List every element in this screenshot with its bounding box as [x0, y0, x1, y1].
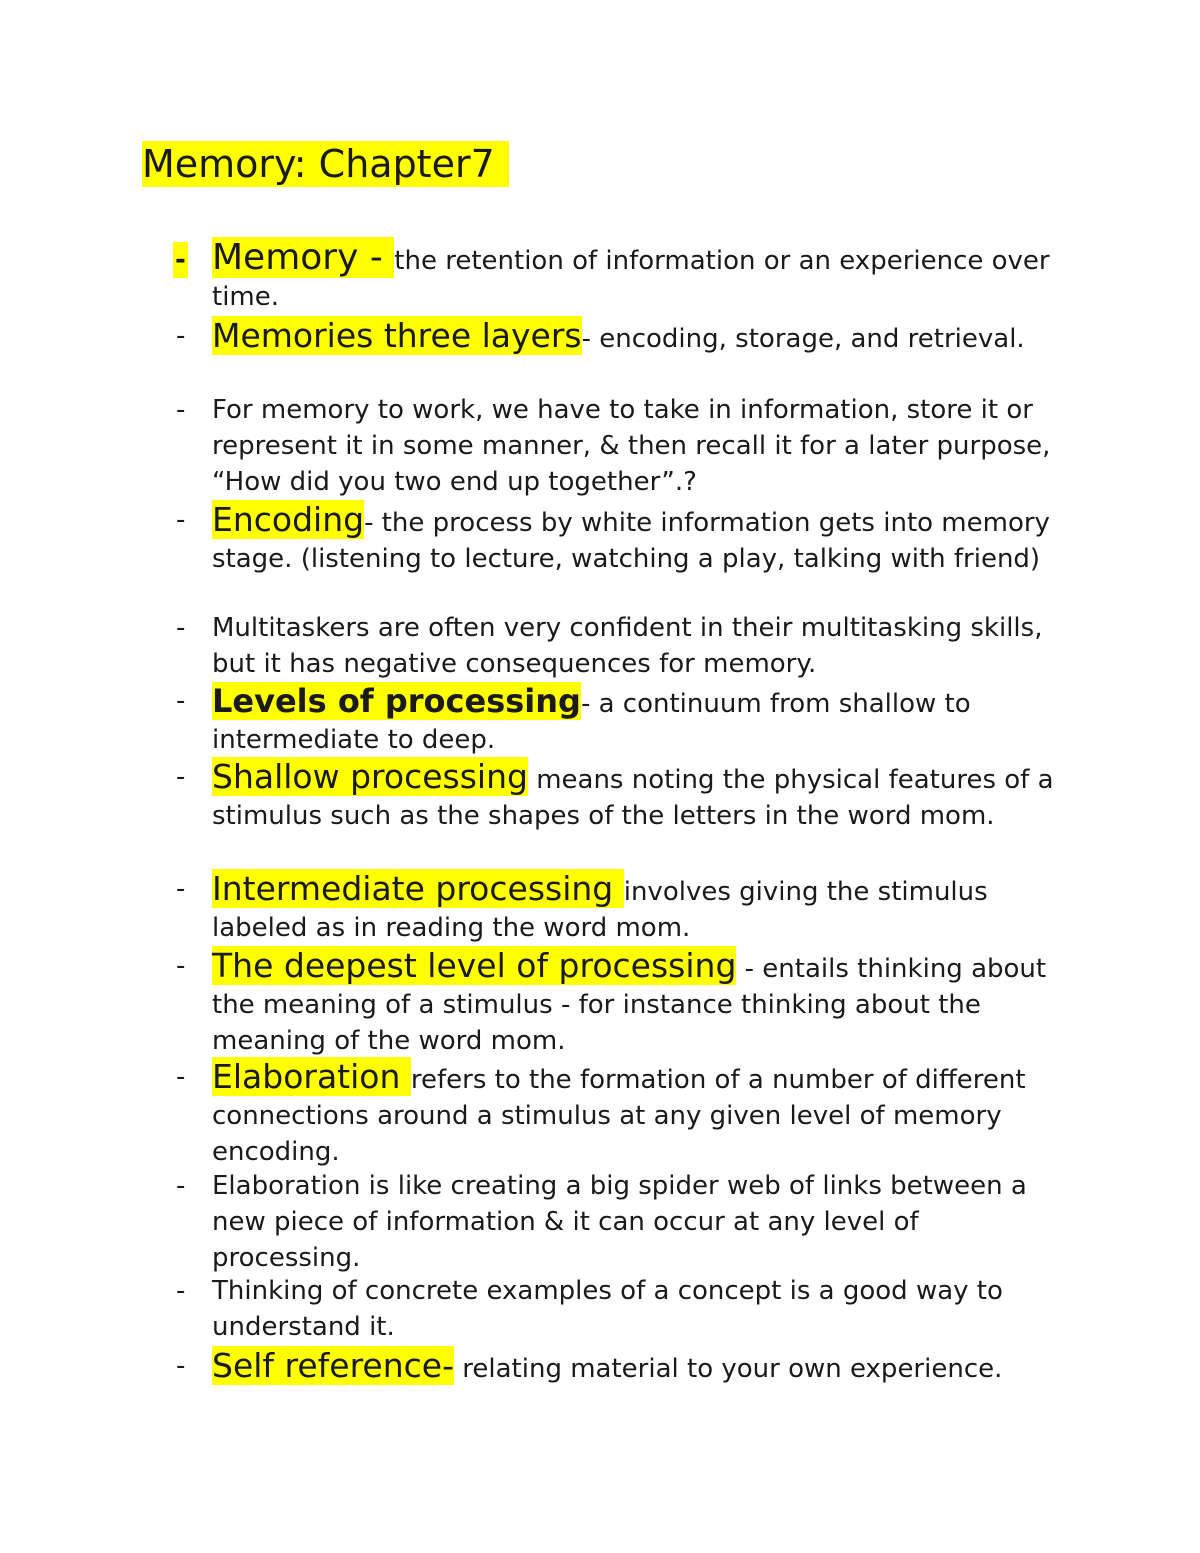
item-text: [212, 610, 1070, 682]
bullet-dash: -: [176, 505, 186, 535]
item-text: [212, 871, 1070, 946]
definition-text: means noting the physical features of a stimulus such as the shapes of the letters in the word mom.: [212, 765, 1054, 831]
definition-text: refers to the formation of a number of different connections around a stimulus at any given level of memory encoding.: [212, 1065, 1026, 1167]
term-highlight: Self reference-: [212, 1346, 455, 1385]
term-highlight: Memories three layers: [212, 316, 582, 355]
bullet-dash: -: [176, 613, 186, 643]
definition-text: involves giving the stimulus labeled as in reading the word mom.: [212, 877, 988, 943]
item-text: [212, 948, 1070, 1059]
bullet-dash: -: [176, 1276, 186, 1306]
term-highlight: Shallow processing: [212, 757, 528, 796]
item-text: [212, 683, 1070, 758]
definition-text: Thinking of concrete examples of a concept is a good way to understand it.: [212, 1276, 1003, 1342]
item-text: [212, 759, 1070, 834]
item-text: [212, 1273, 1070, 1345]
bullet-dash: -: [176, 1171, 186, 1201]
bullet-dash: -: [176, 762, 186, 792]
bullet-dash: -: [176, 686, 186, 716]
definition-text: For memory to work, we have to take in information, store it or represent it in some manner, & then recall it for a later purpose, “How did you two end up together”.?: [212, 395, 1051, 497]
bullet-dash: -: [176, 321, 186, 351]
item-text: [212, 1348, 1070, 1387]
bullet-dash: -: [176, 951, 186, 981]
definition-text: - entails thinking about the meaning of a stimulus - for instance thinking about the meaning of the word mom.: [212, 954, 1047, 1056]
item-text: [212, 392, 1070, 500]
definition-text: - the process by white information gets into memory stage. (listening to lecture, watching a play, talking with friend): [212, 508, 1050, 574]
bullet-dash: -: [176, 395, 186, 425]
item-text: [212, 1059, 1070, 1170]
definition-text: - a continuum from shallow to intermediate to deep.: [212, 689, 971, 755]
term-highlight: Intermediate processing: [212, 869, 624, 908]
item-text: [212, 237, 1070, 315]
definition-text: the retention of information or an experience over time.: [212, 246, 1050, 312]
definition-text: - encoding, storage, and retrieval.: [581, 324, 1025, 354]
definition-text: relating material to your own experience.: [454, 1354, 1003, 1384]
term-highlight: Elaboration: [212, 1057, 411, 1096]
term-highlight: Memory -: [212, 237, 395, 278]
item-text: [212, 318, 1070, 357]
term-highlight: Encoding: [212, 500, 365, 539]
bullet-dash: -: [176, 1351, 186, 1381]
term-highlight: The deepest level of processing: [212, 946, 737, 985]
page-title: Memory: Chapter7: [142, 141, 509, 187]
item-text: [212, 1168, 1070, 1276]
item-text: [212, 502, 1070, 577]
definition-text: Multitaskers are often very confident in their multitasking skills, but it has negative consequences for memory.: [212, 613, 1043, 679]
bullet-dash: -: [173, 242, 188, 278]
bullet-dash: -: [176, 1062, 186, 1092]
term-highlight: Levels of processing: [212, 682, 581, 720]
bullet-dash: -: [176, 874, 186, 904]
definition-text: Elaboration is like creating a big spider web of links between a new piece of information & it can occur at any level of processing.: [212, 1171, 1027, 1273]
